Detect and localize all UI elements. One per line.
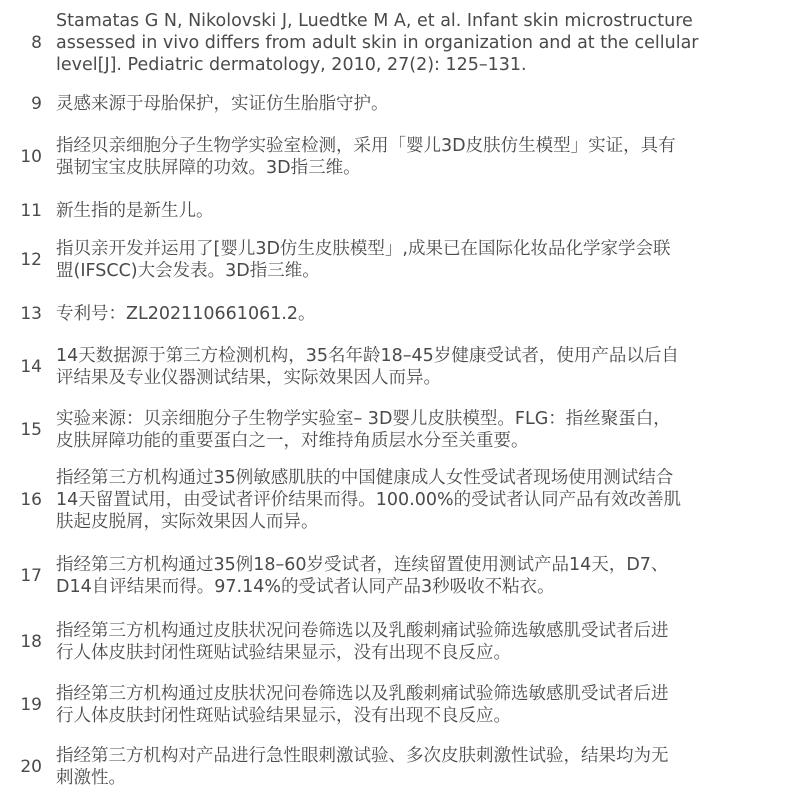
footnote-number: 10 [20,147,42,167]
footnote-20 [0,745,790,789]
footnote-9 [0,93,790,115]
footnote-number: 19 [20,695,42,715]
footnote-number: 16 [20,490,42,510]
footnote-text: 指经第三方机构通过35例18–60岁受试者，连续留置使用测试产品14天，D7、 D14自评结果而得。97.14%的受试者认同产品3秒吸收不粘衣。 [56,555,669,597]
footnote-text: 专利号：ZL202110661061.2。 [56,304,316,324]
footnote-13 [0,303,790,325]
footnote-14 [0,345,790,389]
footnote-number: 18 [20,632,42,652]
footnote-text: 实验来源：贝亲细胞分子生物学实验室– 3D婴儿皮肤模型。FLG：指丝聚蛋白， 皮肤屏障功能的重要蛋白之一，对维持角质层水分至关重要。 [56,409,671,451]
footnote-text: 指经贝亲细胞分子生物学实验室检测，采用「婴儿3D皮肤仿生模型」实证，具有 强韧宝宝皮肤屏障的功效。3D指三维。 [56,136,676,178]
footnote-text: 新生指的是新生儿。 [56,201,214,221]
footnote-number: 15 [20,420,42,440]
footnote-text: Stamatas G N, Nikolovski J, Luedtke M A, et al. Infant skin microstructure assessed in vivo differs from adult skin in organization and at the cellular level[J]. Pediatric dermatology, 2010, 27(2): 125–131. [56,11,699,75]
footnote-text: 14天数据源于第三方检测机构，35名年龄18–45岁健康受试者，使用产品以后自 评结果及专业仪器测试结果，实际效果因人而异。 [56,346,679,388]
footnote-number: 13 [20,304,42,324]
footnote-text: 指经第三方机构通过皮肤状况问卷筛选以及乳酸刺痛试验筛选敏感肌受试者后进 行人体皮肤封闭性斑贴试验结果显示，没有出现不良反应。 [56,621,669,663]
footnote-18 [0,620,790,664]
footnote-number: 8 [31,33,42,53]
footnote-number: 14 [20,357,42,377]
footnote-text: 指经第三方机构对产品进行急性眼刺激试验、多次皮肤刺激性试验，结果均为无 刺激性。 [56,746,669,788]
footnote-10 [0,135,790,179]
footnote-17 [0,554,790,598]
footnote-16 [0,467,790,533]
footnote-11 [0,200,790,222]
footnote-number: 9 [31,94,42,114]
footnote-19 [0,683,790,727]
footnote-12 [0,238,790,282]
footnote-number: 12 [20,250,42,270]
footnote-number: 20 [20,757,42,777]
footnote-text: 指经第三方机构通过皮肤状况问卷筛选以及乳酸刺痛试验筛选敏感肌受试者后进 行人体皮肤封闭性斑贴试验结果显示，没有出现不良反应。 [56,684,669,726]
footnote-8 [0,10,790,76]
footnote-number: 11 [20,201,42,221]
footnote-text: 指贝亲开发并运用了[婴儿3D仿生皮肤模型」,成果已在国际化妆品化学家学会联 盟(IFSCC)大会发表。3D指三维。 [56,239,671,281]
footnote-text: 灵感来源于母胎保护，实证仿生胎脂守护。 [56,94,389,114]
footnote-text: 指经第三方机构通过35例敏感肌肤的中国健康成人女性受试者现场使用测试结合 14天留置试用，由受试者评价结果而得。100.00%的受试者认同产品有效改善肌 肤起皮脱屑，实际效果因人而异。 [56,468,682,532]
footnote-15 [0,408,790,452]
footnote-number: 17 [20,566,42,586]
